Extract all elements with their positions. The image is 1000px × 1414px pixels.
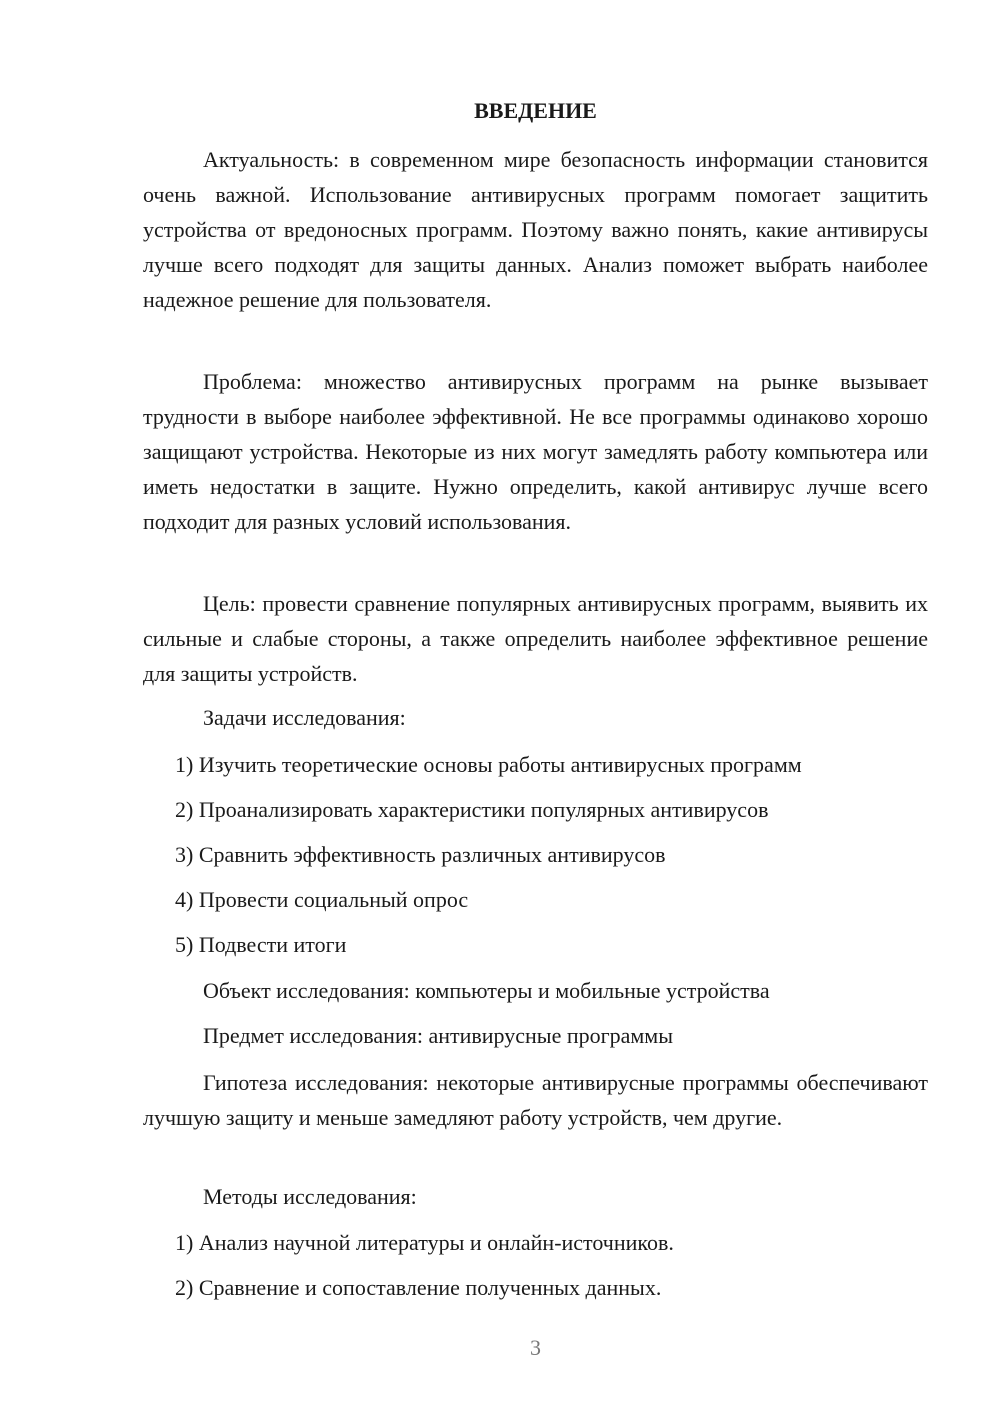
task-item: 3) Сравнить эффективность различных антивирусов (175, 842, 666, 867)
research-object: Объект исследования: компьютеры и мобильные устройства (203, 978, 770, 1003)
method-item: 2) Сравнение и сопоставление полученных данных. (175, 1275, 662, 1300)
method-item: 1) Анализ научной литературы и онлайн-источников. (175, 1230, 674, 1255)
goal-paragraph: Цель: провести сравнение популярных антивирусных программ, выявить их сильные и слабые стороны, а также определить наиболее эффективное решение для защиты устройств. (143, 591, 928, 686)
task-item: 1) Изучить теоретические основы работы антивирусных программ (175, 752, 802, 777)
task-item: 4) Провести социальный опрос (175, 887, 469, 912)
relevance-paragraph: Актуальность: в современном мире безопасность информации становится очень важной. Использование антивирусных программ помогает защитить устройства от вредоносных программ. Поэтому важно понять, какие антивирусы лучше всего подходят для защиты данных. Анализ поможет выбрать наиболее надежное решение для пользователя. (143, 147, 928, 312)
task-item: 2) Проанализировать характеристики популярных антивирусов (175, 797, 769, 822)
task-item: 5) Подвести итоги (175, 932, 347, 957)
methods-title: Методы исследования: (203, 1184, 417, 1209)
tasks-title: Задачи исследования: (203, 705, 406, 730)
hypothesis-paragraph: Гипотеза исследования: некоторые антивирусные программы обеспечивают лучшую защиту и меньше замедляют работу устройств, чем другие. (143, 1070, 928, 1130)
research-subject: Предмет исследования: антивирусные программы (203, 1023, 674, 1048)
problem-paragraph: Проблема: множество антивирусных программ на рынке вызывает трудности в выборе наиболее эффективной. Не все программы одинаково хорошо защищают устройства. Некоторые из них могут замедлять работу компьютера или иметь недостатки в защите. Нужно определить, какой антивирус лучше всего подходит для разных условий использования. (143, 369, 928, 534)
section-heading: ВВЕДЕНИЕ (474, 98, 597, 123)
page-number: 3 (530, 1335, 541, 1360)
